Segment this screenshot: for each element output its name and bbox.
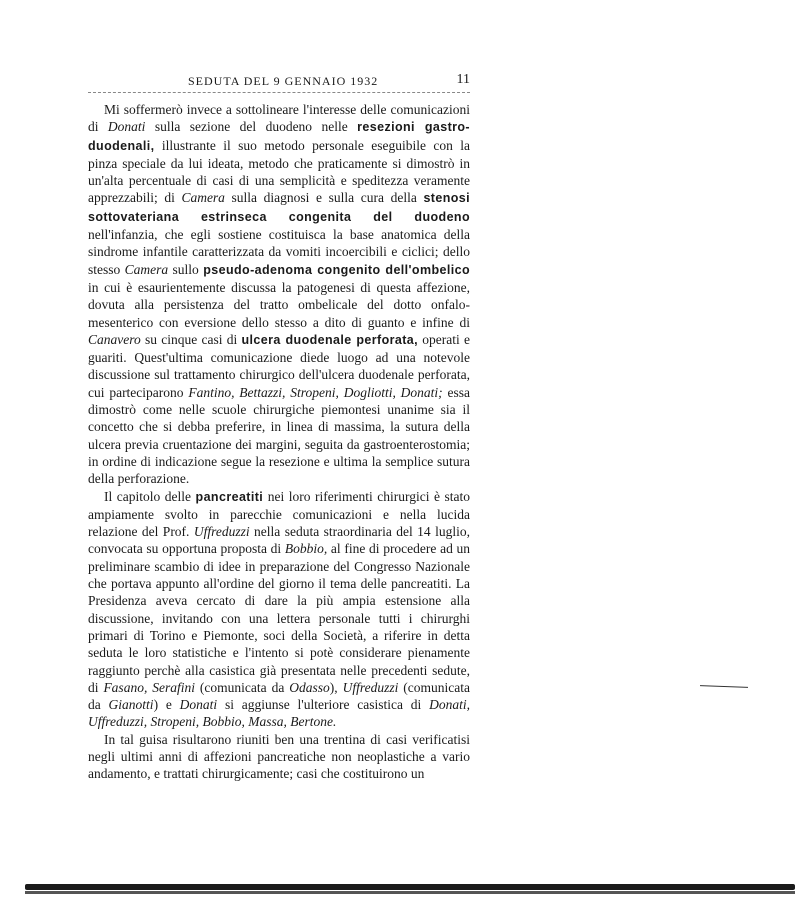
text-run: al fine di procedere ad un preliminare scambio di idee in preparazione del Congresso Nazionale che portava appunto all'ordine del giorno il tema delle pancreatiti. La Presidenza aveva cercato di dare la più ampia estensione alla discussione, invitando con una lettera personale tutti i chirurghi primari di Torino e Piemonte, soci della Società, a riferire in detta seduta le loro statistiche e l'intento si potè considerare pienamente raggiunto perchè alla casistica già presentata nelle precedenti sedute, di (88, 541, 470, 695)
author-name: Odasso (289, 679, 330, 695)
text-run: (comunicata da (88, 679, 470, 713)
body-text (88, 101, 470, 783)
text-run: si aggiunse l'ulteriore casistica di (217, 697, 430, 713)
bold-topic: pancreatiti (195, 489, 264, 504)
text-run: nell'infanzia, che egli sostiene costituisca la base anatomica della sindrome infantile caratterizzata da vomiti incoercibili e ciclici; dello stesso (88, 227, 470, 277)
text-run: Il capitolo delle (104, 488, 196, 504)
bold-topic: stenosi sottovateriana estrinseca congenita del duodeno (88, 191, 470, 224)
author-name: Gianotti (108, 697, 154, 713)
page-number: 11 (456, 72, 470, 87)
text-run: sullo (168, 261, 204, 277)
paragraph-2 (88, 488, 470, 731)
author-name: Camera (124, 261, 169, 277)
author-name: Donati (107, 119, 146, 135)
text-run: essa dimostrò come nelle scuole chirurgiche piemontesi unanime sia il concetto che si debba preferire, in linea di massima, la sutura della ulcera previa cruentazione dei margini, seguita da gastroenterostomia; in ordine di indicazione segue la resezione e ultima la semplice sutura della perforazione. (88, 384, 470, 487)
scan-edge-band-lower (25, 891, 795, 894)
margin-mark (700, 685, 748, 688)
running-header (88, 72, 470, 92)
header-divider (88, 92, 470, 93)
author-names: Fantino, Bettazzi, Stropeni, Dogliotti, Donati; (188, 384, 443, 400)
paragraph-3 (88, 731, 470, 783)
text-run: sulla sezione del duodeno nelle (145, 119, 358, 135)
author-name: Canavero (88, 331, 141, 347)
text-run: ), (329, 679, 343, 695)
author-name: Bobbio, (284, 541, 328, 557)
bold-topic: resezioni gastro-duodenali, (88, 120, 470, 153)
author-name: Uffreduzzi (193, 524, 250, 540)
text-run: ) e (153, 697, 180, 713)
text-run: in cui è esaurientemente discussa la patogenesi di questa affezione, dovuta alla persistenza del tratto ombelicale del dotto onfalo-mesenterico con eversione dello stesso a dito di guanto e infine di (88, 279, 470, 330)
scan-edge-band (25, 884, 795, 890)
bold-topic: pseudo-adenoma congenito dell'ombelico (203, 262, 470, 277)
paragraph-1 (88, 101, 470, 488)
text-run: Mi soffermerò invece a sottolineare l'interesse delle comunicazioni di (88, 102, 470, 135)
text-run: In tal guisa risultarono riuniti ben una trentina di casi verificatisi negli ultimi anni di affezioni pancreatiche non neoplastiche a vario andamento, e trattati chirurgicamente; casi che costituirono un (88, 731, 470, 782)
text-run: su cinque casi di (140, 331, 242, 347)
text-run: operati e guariti. Quest'ultima comunicazione diede luogo ad una notevole discussione sul trattamento chirurgico dell'ulcera duodenale perforata, cui parteciparono (88, 331, 470, 400)
text-run: (comunicata da (195, 679, 290, 695)
running-header-title: SEDUTA DEL 9 GENNAIO 1932 (188, 74, 379, 88)
text-run: nei loro riferimenti chirurgici è stato ampiamente svolto in parecchie comunicazioni e nella lucida relazione del Prof. (88, 488, 471, 540)
text-run: sulla diagnosi e sulla cura della (224, 190, 424, 206)
author-name: Uffreduzzi (342, 679, 399, 695)
bold-topic: ulcera duodenale perforata, (241, 332, 419, 347)
author-names: Fasano, Serafini (103, 679, 195, 695)
author-name: Camera (181, 190, 225, 206)
author-name: Donati (179, 697, 218, 713)
text-run: nella seduta straordinaria del 14 luglio, convocata su opportuna proposta di (88, 524, 470, 557)
author-names: Donati, Uffreduzzi, Stropeni, Bobbio, Massa, Bertone. (88, 697, 470, 730)
text-run: illustrante il suo metodo personale eseguibile con la pinza speciale da lui ideata, metodo che praticamente si dimostrò in un'alta percentuale di casi di una semplicità e speditezza veramente apprezzabili; di (88, 137, 470, 206)
